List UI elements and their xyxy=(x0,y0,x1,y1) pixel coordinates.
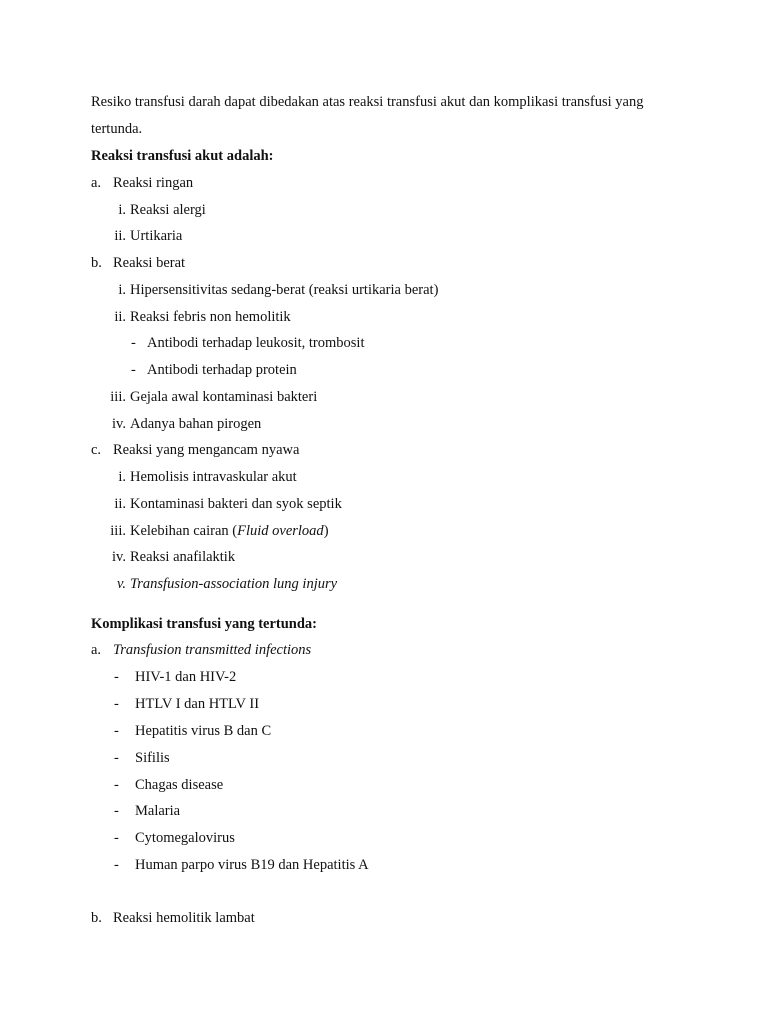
acute-c-item-3-label-pre: Kelebihan cairan ( xyxy=(130,523,238,539)
acute-c-item-5-marker: v. xyxy=(117,576,126,592)
delayed-b-label: Reaksi hemolitik lambat xyxy=(113,910,255,926)
acute-c-marker: c. xyxy=(91,442,102,458)
acute-c-item-2-label: Kontaminasi bakteri dan syok septik xyxy=(130,496,342,512)
acute-c-item-1-label: Hemolisis intravaskular akut xyxy=(130,469,297,485)
delayed-a-item-4-marker: - xyxy=(114,750,119,766)
acute-b-subitem-2-marker: - xyxy=(131,362,136,378)
delayed-a-item-2-marker: - xyxy=(114,696,119,712)
acute-b-item-1-label: Hipersensitivitas sedang-berat (reaksi urtikaria berat) xyxy=(130,282,439,298)
acute-b-item-4-marker: iv. xyxy=(112,416,126,432)
acute-c-item-5-label: Transfusion-association lung injury xyxy=(130,576,338,592)
acute-c-item-3-marker: iii. xyxy=(110,523,126,539)
delayed-a-item-7-marker: - xyxy=(114,830,119,846)
delayed-heading: Komplikasi transfusi yang tertunda: xyxy=(91,616,317,632)
delayed-a-item-5-label: Chagas disease xyxy=(135,777,224,793)
delayed-a-item-8-marker: - xyxy=(114,857,119,873)
delayed-b-marker: b. xyxy=(91,910,102,926)
delayed-a-item-4-label: Sifilis xyxy=(135,750,170,766)
acute-b-subitem-2-label: Antibodi terhadap protein xyxy=(147,362,297,378)
acute-c-item-3-label-italic: Fluid overload xyxy=(237,523,324,539)
intro-line-1: Resiko transfusi darah dapat dibedakan atas reaksi transfusi akut dan komplikasi transfusi yang xyxy=(91,94,644,110)
acute-c-item-2-marker: ii. xyxy=(114,496,126,512)
acute-b-marker: b. xyxy=(91,255,102,271)
acute-c-item-4-label: Reaksi anafilaktik xyxy=(130,549,236,565)
acute-a-item-1-marker: i. xyxy=(118,202,126,218)
acute-c-item-3-label-post: ) xyxy=(323,523,329,539)
acute-a-item-2-marker: ii. xyxy=(114,228,126,244)
delayed-a-item-1-marker: - xyxy=(114,669,119,685)
acute-a-label: Reaksi ringan xyxy=(113,175,194,191)
acute-b-item-3-marker: iii. xyxy=(110,389,126,405)
intro-line-2: tertunda. xyxy=(91,121,143,137)
acute-a-item-1-label: Reaksi alergi xyxy=(130,202,206,218)
delayed-a-item-8-label: Human parpo virus B19 dan Hepatitis A xyxy=(135,857,369,873)
acute-b-item-3-label: Gejala awal kontaminasi bakteri xyxy=(130,389,318,405)
acute-c-item-4-marker: iv. xyxy=(112,549,126,565)
delayed-a-marker: a. xyxy=(91,642,102,658)
acute-c-item-1-marker: i. xyxy=(118,469,126,485)
delayed-a-item-3-label: Hepatitis virus B dan C xyxy=(135,723,272,739)
acute-b-item-4-label: Adanya bahan pirogen xyxy=(130,416,262,432)
acute-b-subitem-1-marker: - xyxy=(131,335,136,351)
acute-b-item-2-marker: ii. xyxy=(114,309,126,325)
delayed-a-item-5-marker: - xyxy=(114,777,119,793)
acute-heading: Reaksi transfusi akut adalah: xyxy=(91,148,274,164)
acute-b-item-2-label: Reaksi febris non hemolitik xyxy=(130,309,291,325)
delayed-a-item-7-label: Cytomegalovirus xyxy=(135,830,235,846)
delayed-a-item-2-label: HTLV I dan HTLV II xyxy=(135,696,260,712)
acute-c-label: Reaksi yang mengancam nyawa xyxy=(113,442,300,458)
delayed-a-item-1-label: HIV-1 dan HIV-2 xyxy=(135,669,237,685)
acute-c-item-3-label xyxy=(130,522,329,540)
delayed-a-item-3-marker: - xyxy=(114,723,119,739)
acute-b-subitem-1-label: Antibodi terhadap leukosit, trombosit xyxy=(147,335,365,351)
acute-a-item-2-label: Urtikaria xyxy=(130,228,183,244)
acute-b-item-1-marker: i. xyxy=(118,282,126,298)
delayed-a-item-6-label: Malaria xyxy=(135,803,181,819)
acute-b-label: Reaksi berat xyxy=(113,255,186,271)
acute-a-marker: a. xyxy=(91,175,102,191)
delayed-a-item-6-marker: - xyxy=(114,803,119,819)
delayed-a-label: Transfusion transmitted infections xyxy=(113,642,312,658)
